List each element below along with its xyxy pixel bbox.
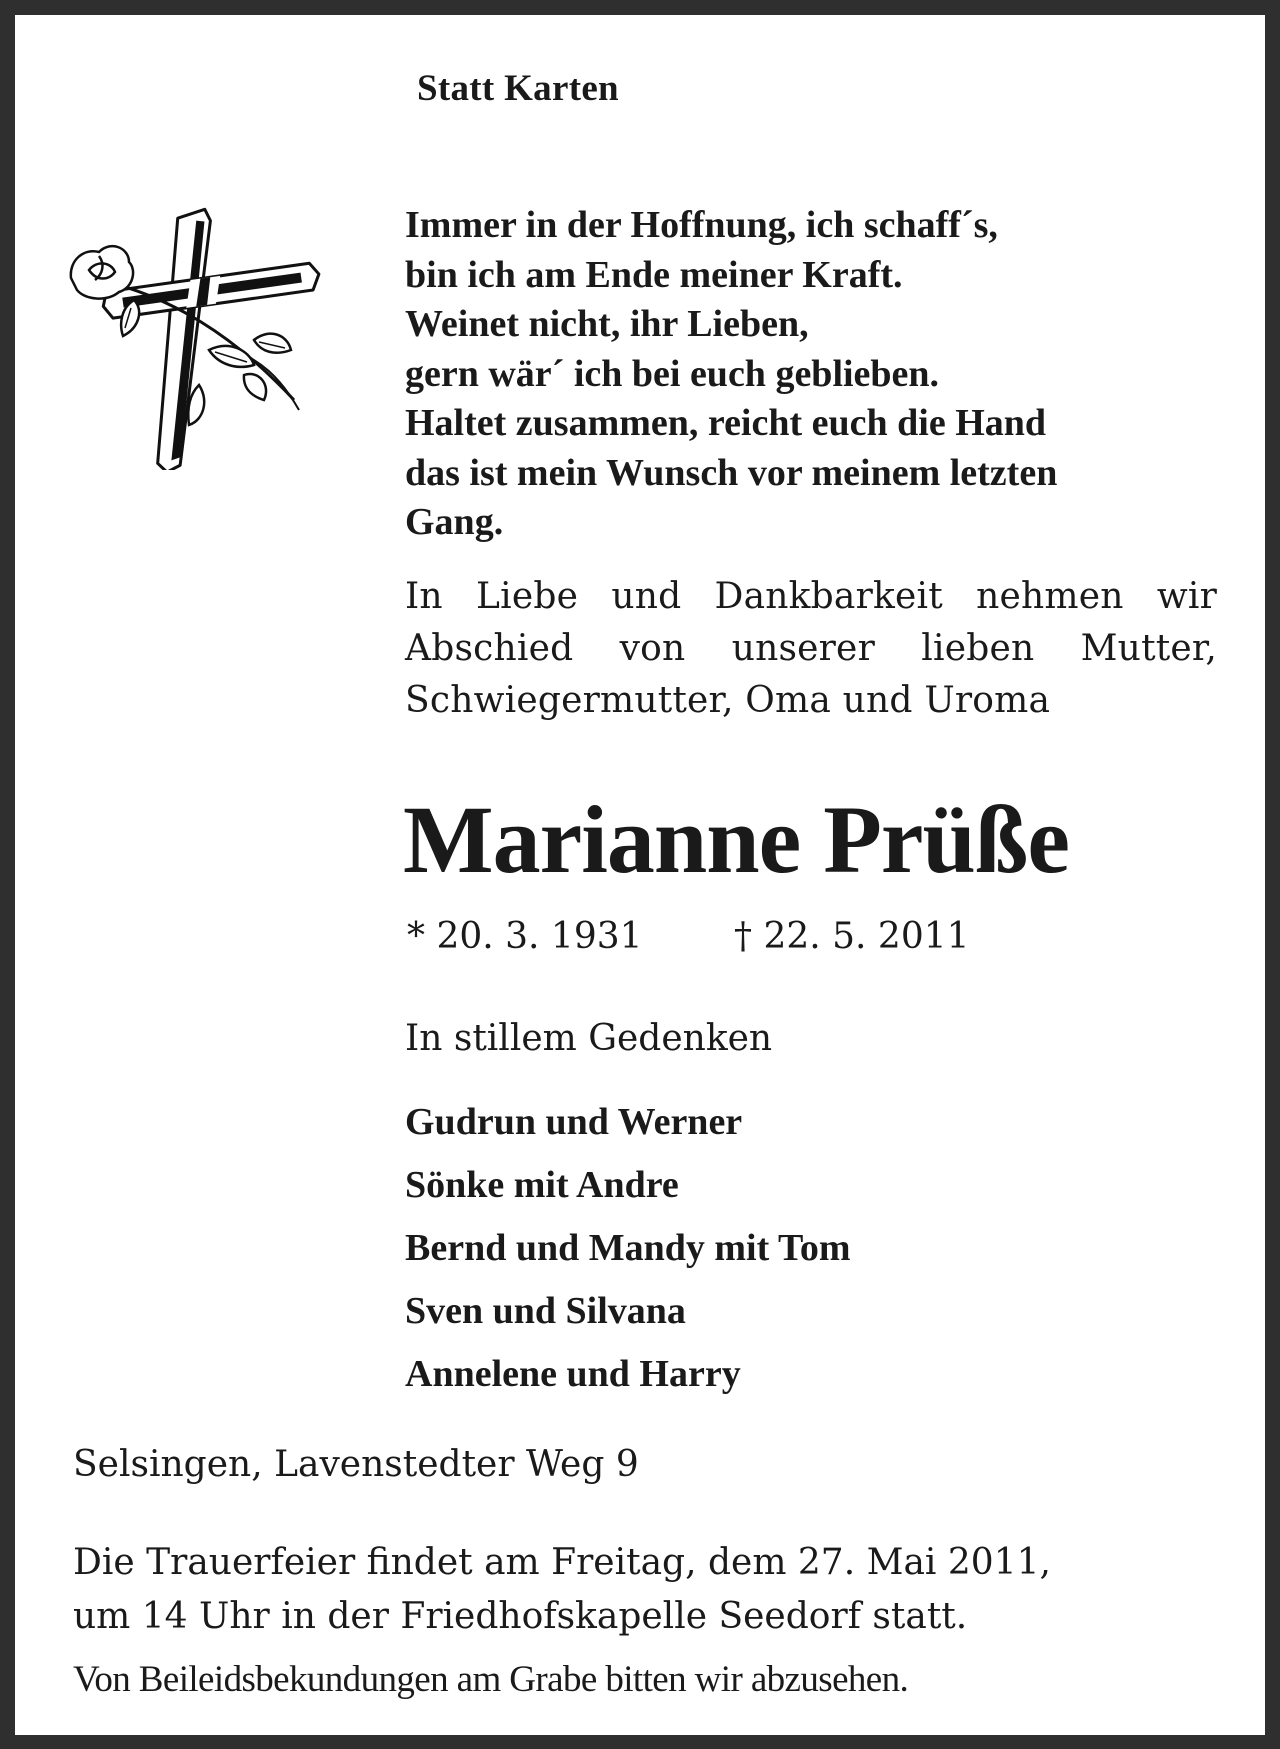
ceremony-line: Die Trauerfeier findet am Freitag, dem 27. Mai 2011,: [73, 1542, 1051, 1583]
farewell-text: In Liebe und Dankbarkeit nehmen wir Abschied von unserer lieben Mutter, Schwiegermutter, Oma und Uroma: [405, 576, 1217, 721]
cross-with-rose-icon: [59, 200, 369, 470]
poem-line: Immer in der Hoffnung, ich schaff´s,: [405, 204, 998, 246]
poem-line: bin ich am Ende meiner Kraft.: [405, 253, 903, 296]
deceased-name: Marianne Prüße: [403, 786, 1069, 893]
mourner-entry: Gudrun und Werner: [405, 1101, 743, 1143]
poem-line: das ist mein Wunsch vor meinem letzten: [405, 451, 1058, 494]
ceremony-info: [73, 1536, 1223, 1644]
mourner-entry: Bernd und Mandy mit Tom: [405, 1227, 851, 1269]
death-date: † 22. 5. 2011: [734, 916, 970, 957]
mourner-entry: Annelene und Harry: [405, 1353, 741, 1395]
family-address: Selsingen, Lavenstedter Weg 9: [73, 1444, 639, 1485]
condolence-note: Von Beileidsbekundungen am Grabe bitten wir abzusehen.: [73, 1659, 909, 1700]
statt-karten-heading: Statt Karten: [417, 68, 619, 109]
poem: [405, 201, 1265, 548]
ceremony-line: um 14 Uhr in der Friedhofskapelle Seedorf statt.: [73, 1596, 968, 1637]
mourner-entry: Sven und Silvana: [405, 1290, 686, 1332]
poem-line: gern wär´ ich bei euch geblieben.: [405, 352, 940, 395]
poem-line: Haltet zusammen, reicht euch die Hand: [405, 402, 1047, 444]
poem-line: Gang.: [405, 501, 504, 543]
obituary-notice: [15, 15, 1265, 1735]
mourning-phrase: In stillem Gedenken: [405, 1018, 773, 1059]
mourner-entry: Sönke mit Andre: [405, 1164, 679, 1206]
life-dates: [407, 915, 970, 959]
birth-date: * 20. 3. 1931: [407, 916, 643, 957]
poem-line: Weinet nicht, ihr Lieben,: [405, 303, 809, 345]
mourners-list: [405, 1091, 851, 1406]
